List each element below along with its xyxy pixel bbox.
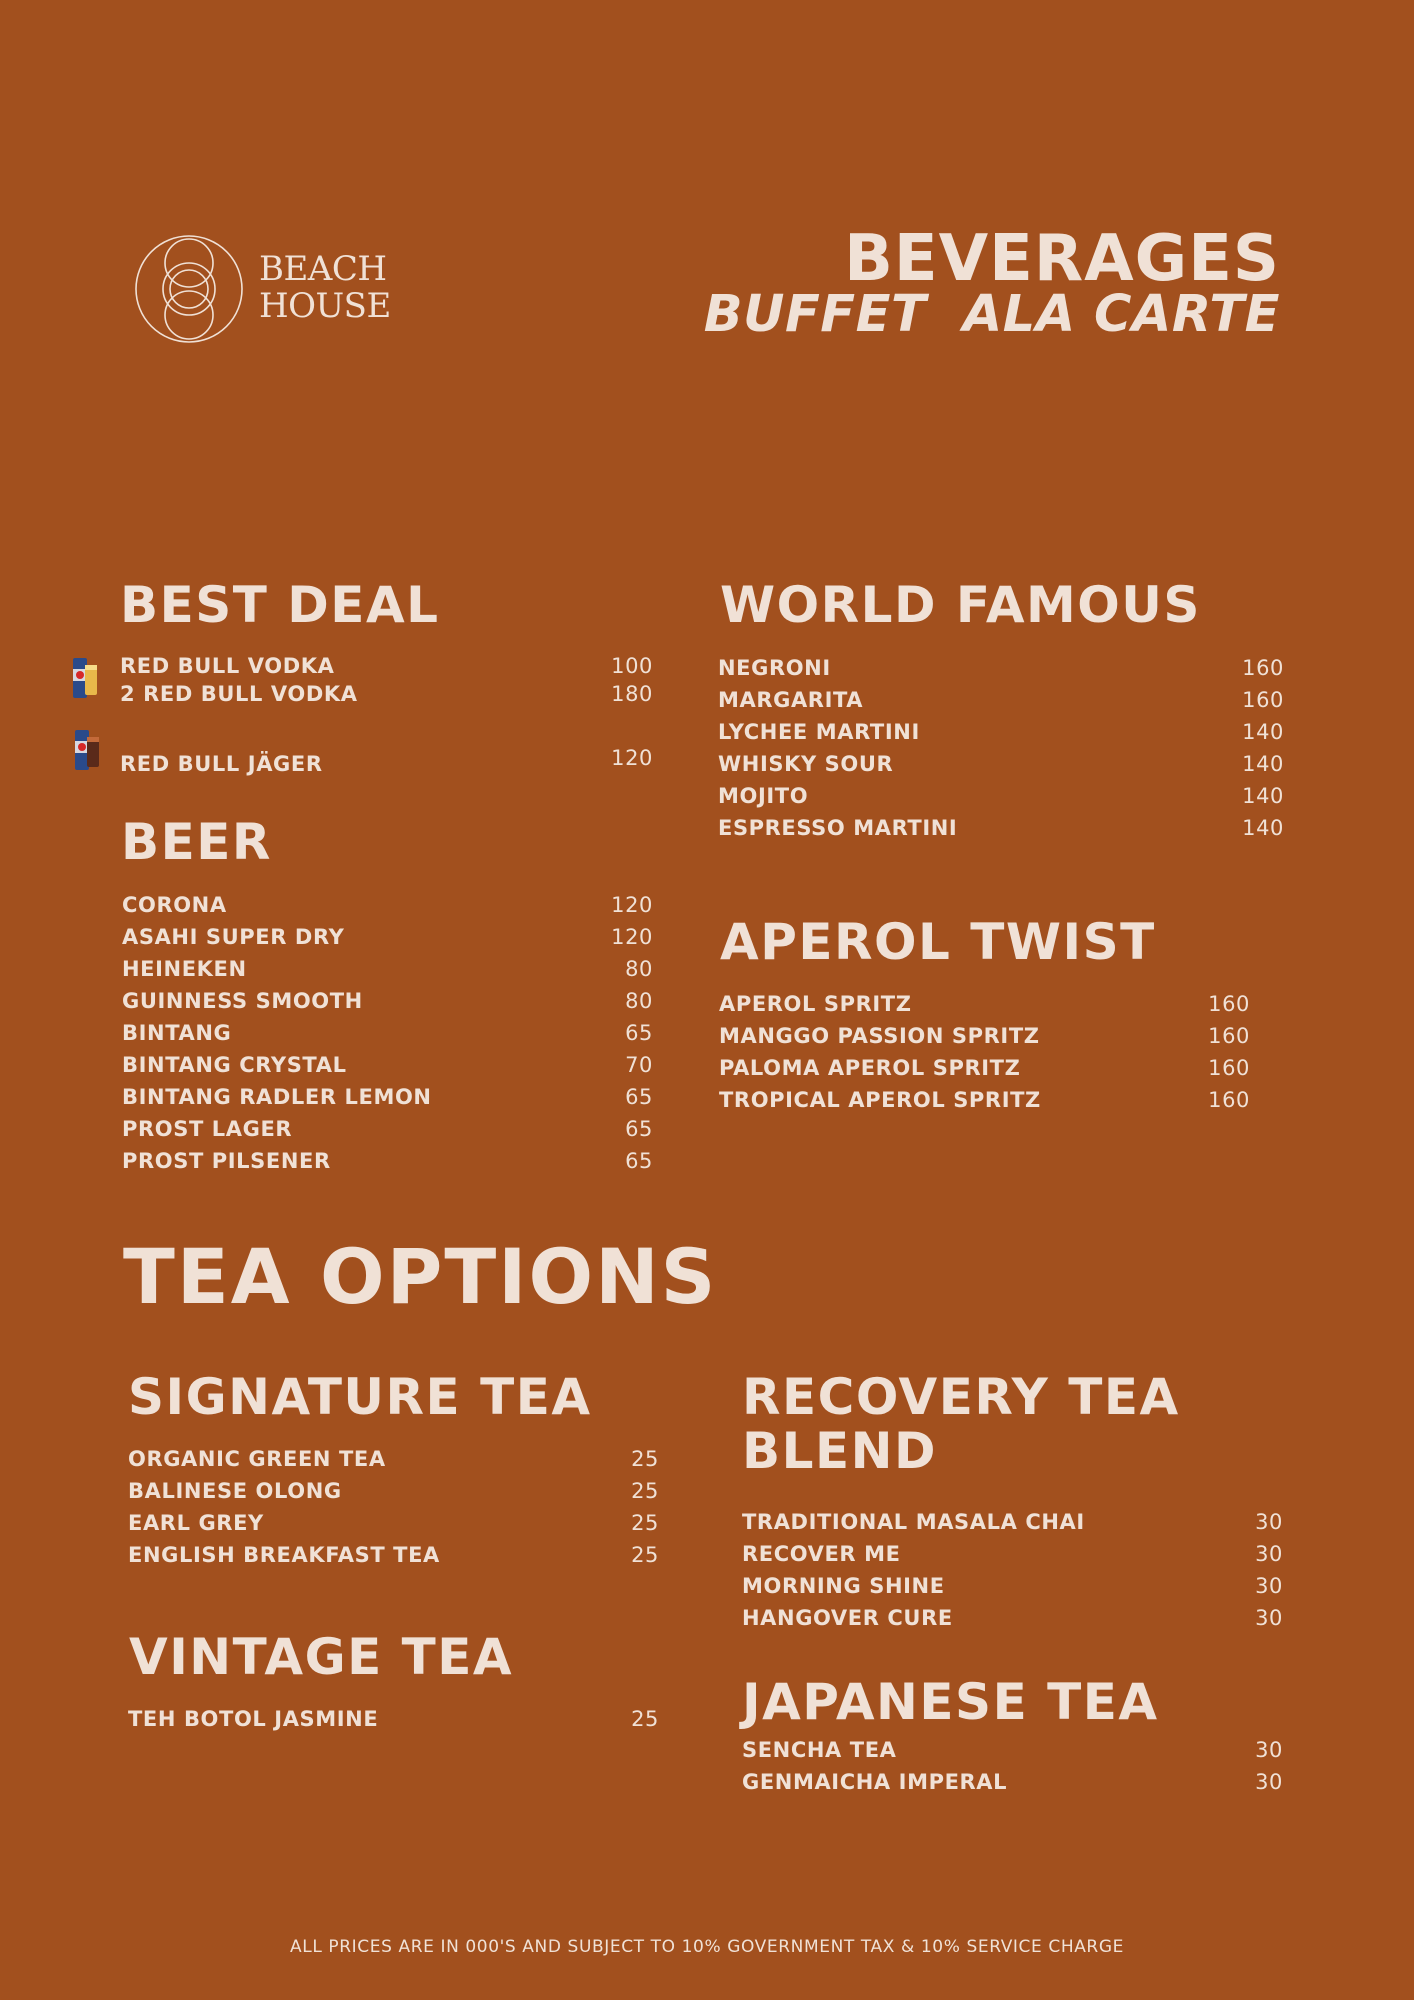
item-name: MORNING SHINE [742,1574,945,1598]
item-name: ENGLISH BREAKFAST TEA [128,1543,440,1567]
item-price: 25 [631,1447,659,1471]
item-name: GUINNESS SMOOTH [122,989,363,1013]
item-price: 80 [625,957,653,981]
item-name: RED BULL VODKA [120,654,335,678]
logo-rings-icon [133,233,245,345]
item-name: BALINESE OLONG [128,1479,342,1503]
item-name: EARL GREY [128,1511,264,1535]
list-item [120,680,653,708]
list-item [742,1538,1283,1570]
section-title-japanese-tea: JAPANESE TEA [742,1673,1159,1731]
brand-line-1: BEACH [259,249,387,289]
list-item [122,1017,653,1049]
section-title-best-deal: BEST DEAL [120,576,440,634]
item-name: WHISKY SOUR [718,752,894,776]
item-price: 65 [625,1149,653,1173]
list-item [122,1049,653,1081]
list-item [122,889,653,921]
list-item [128,1539,659,1571]
list-item [742,1734,1283,1766]
item-name: BINTANG CRYSTAL [122,1053,347,1077]
list-item [122,985,653,1017]
list-item [718,652,1284,684]
item-name: PROST LAGER [122,1117,293,1141]
item-price: 70 [625,1053,653,1077]
best-deal-list [120,652,653,708]
list-item [719,1020,1250,1052]
item-price: 180 [611,682,653,706]
footer-note: ALL PRICES ARE IN 000'S AND SUBJECT TO 10% GOVERNMENT TAX & 10% SERVICE CHARGE [290,1937,1124,1957]
item-price: 25 [631,1511,659,1535]
item-price: 30 [1255,1574,1283,1598]
item-name: ESPRESSO MARTINI [718,816,958,840]
item-name: MARGARITA [718,688,864,712]
item-name: ASAHI SUPER DRY [122,925,345,949]
item-price: 140 [1242,784,1284,808]
item-price: 160 [1242,656,1284,680]
item-price: 160 [1242,688,1284,712]
list-item [122,1113,653,1145]
item-name: SENCHA TEA [742,1738,897,1762]
item-price: 140 [1242,720,1284,744]
item-price: 160 [1208,1088,1250,1112]
list-item [742,1570,1283,1602]
list-item [718,748,1284,780]
item-price: 65 [625,1117,653,1141]
item-name: TEH BOTOL JASMINE [128,1707,379,1731]
item-price: 30 [1255,1542,1283,1566]
list-item [122,953,653,985]
list-item [128,1507,659,1539]
item-price: 25 [631,1479,659,1503]
list-item [122,921,653,953]
world-famous-list [718,652,1284,844]
item-price: 100 [611,654,653,678]
list-item [718,684,1284,716]
item-price: 120 [611,925,653,949]
list-item [128,1443,659,1475]
list-item [718,780,1284,812]
list-item [719,1052,1250,1084]
item-name: CORONA [122,893,227,917]
section-title-aperol-twist: APEROL TWIST [720,913,1156,971]
section-title-vintage-tea: VINTAGE TEA [129,1628,514,1686]
item-name: LYCHEE MARTINI [718,720,920,744]
list-item [742,1506,1283,1538]
item-price: 30 [1255,1770,1283,1794]
best-deal-list-2 [120,743,653,775]
item-name: RECOVER ME [742,1542,901,1566]
item-price: 120 [611,893,653,917]
page-subtitle: BUFFET ALA CARTE [703,285,1280,344]
item-name: PROST PILSENER [122,1149,331,1173]
item-price: 120 [611,746,653,770]
item-name: PALOMA APEROL SPRITZ [719,1056,1021,1080]
list-item [718,812,1284,844]
item-name: 2 RED BULL VODKA [120,682,358,706]
list-item [718,716,1284,748]
item-name: TRADITIONAL MASALA CHAI [742,1510,1085,1534]
item-name: ORGANIC GREEN TEA [128,1447,386,1471]
beer-list [122,889,653,1177]
item-name: MOJITO [718,784,809,808]
item-name: GENMAICHA IMPERAL [742,1770,1008,1794]
item-price: 160 [1208,1056,1250,1080]
red-bull-can-icon [71,655,99,701]
item-price: 80 [625,989,653,1013]
section-title-signature-tea: SIGNATURE TEA [128,1368,592,1426]
item-price: 160 [1208,1024,1250,1048]
aperol-twist-list [719,988,1250,1116]
list-item [122,1081,653,1113]
list-item [719,1084,1250,1116]
list-item [742,1602,1283,1634]
section-title-beer: BEER [121,813,272,871]
red-bull-can-icon [73,727,101,773]
item-name: BINTANG [122,1021,232,1045]
list-item [120,743,653,775]
list-item [719,988,1250,1020]
item-price: 160 [1208,992,1250,1016]
item-name: NEGRONI [718,656,831,680]
section-title-recovery-tea: RECOVERY TEA BLEND [742,1368,1180,1480]
item-name: HANGOVER CURE [742,1606,953,1630]
item-price: 25 [631,1707,659,1731]
section-title-world-famous: WORLD FAMOUS [720,576,1201,634]
item-name: APEROL SPRITZ [719,992,912,1016]
list-item [128,1703,659,1735]
item-price: 65 [625,1021,653,1045]
page-title: BEVERAGES [844,222,1280,296]
item-name: BINTANG RADLER LEMON [122,1085,432,1109]
list-item [128,1475,659,1507]
brand-logo [133,233,433,345]
brand-line-2: HOUSE [259,286,391,326]
item-price: 30 [1255,1510,1283,1534]
item-price: 25 [631,1543,659,1567]
item-name: HEINEKEN [122,957,247,981]
item-name: TROPICAL APEROL SPRITZ [719,1088,1041,1112]
signature-tea-list [128,1443,659,1571]
item-price: 30 [1255,1738,1283,1762]
section-title-tea-options: TEA OPTIONS [123,1232,718,1321]
brand-name [259,251,391,325]
list-item [122,1145,653,1177]
item-price: 65 [625,1085,653,1109]
list-item [120,652,653,680]
item-name: MANGGO PASSION SPRITZ [719,1024,1040,1048]
item-price: 30 [1255,1606,1283,1630]
item-price: 140 [1242,752,1284,776]
vintage-tea-list [128,1703,659,1735]
list-item [742,1766,1283,1798]
item-price: 140 [1242,816,1284,840]
japanese-tea-list [742,1734,1283,1798]
item-name: RED BULL JÄGER [120,752,323,776]
recovery-tea-list [742,1506,1283,1634]
